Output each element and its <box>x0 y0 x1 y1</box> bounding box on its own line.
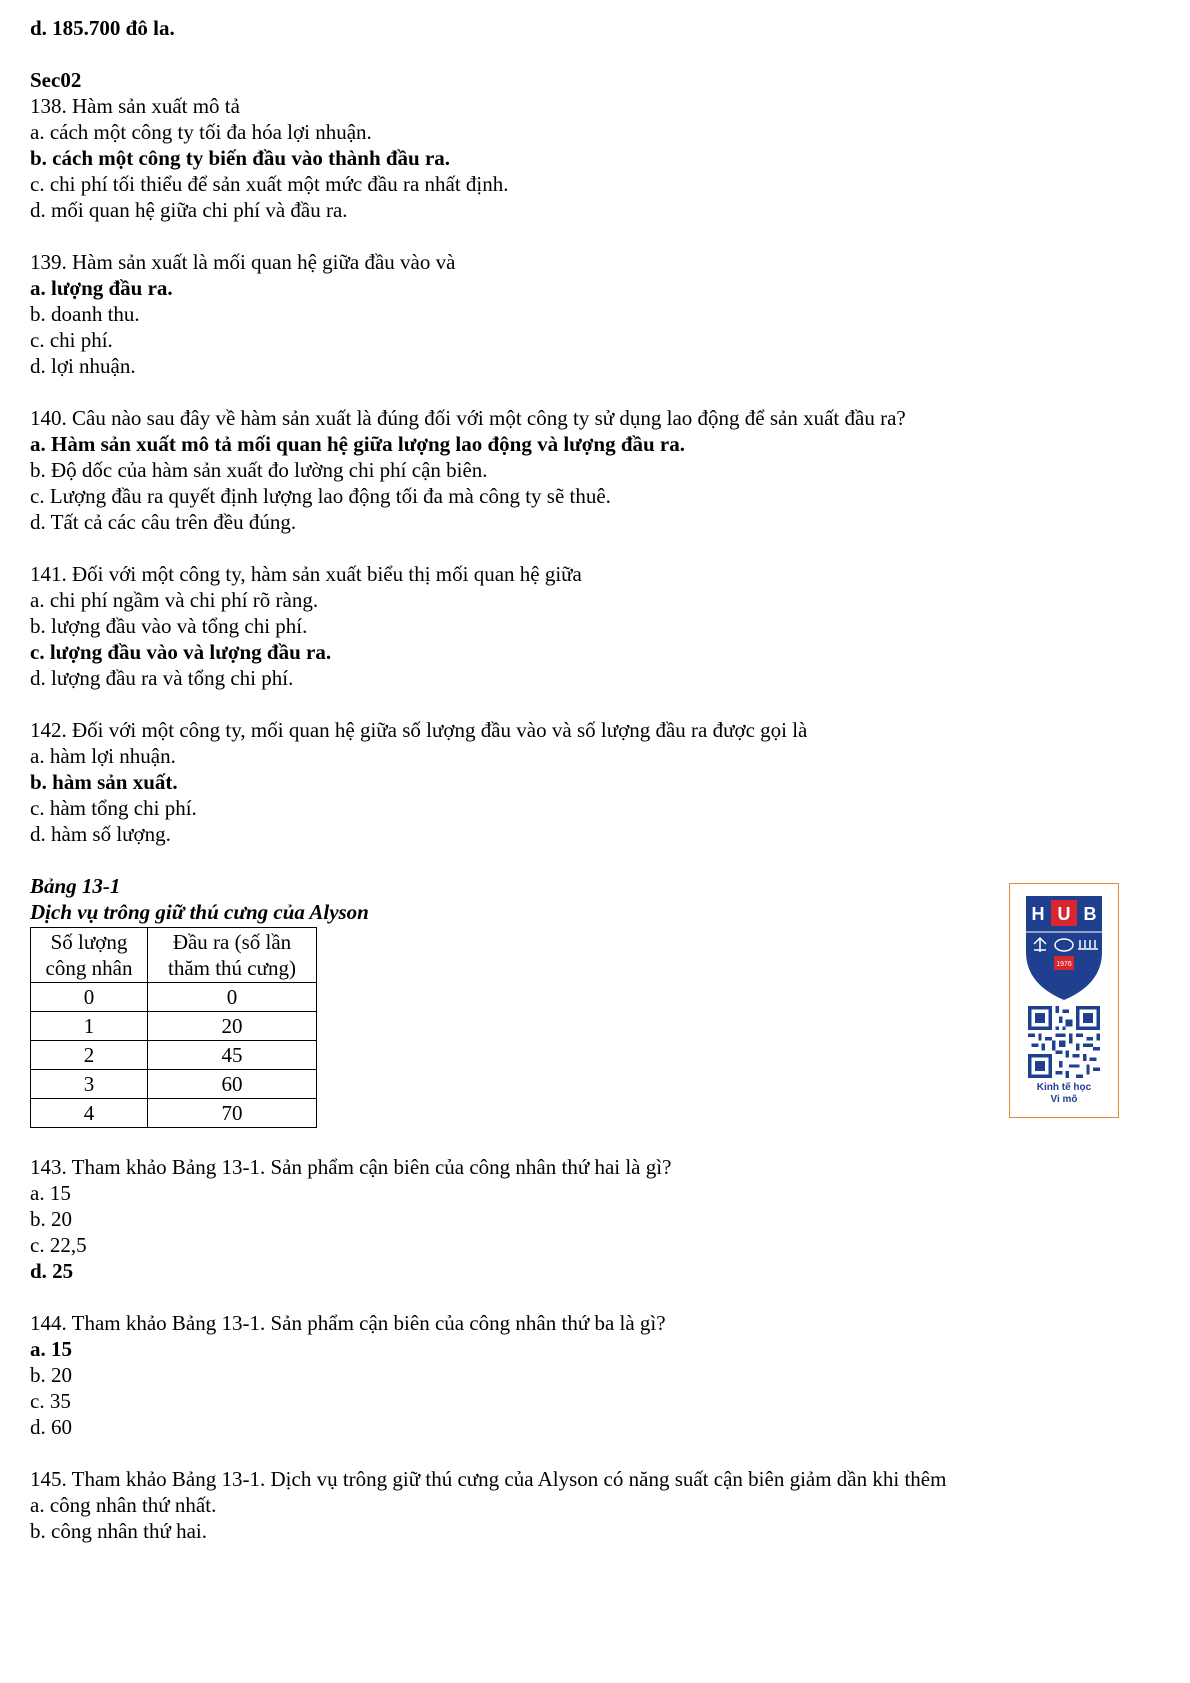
option-d: d. lợi nhuận. <box>30 354 136 378</box>
table-row <box>31 1041 317 1070</box>
option-c: c. 35 <box>30 1389 71 1413</box>
option-b: b. Độ dốc của hàm sản xuất đo lường chi phí cận biên. <box>30 458 488 482</box>
question-142 <box>30 717 1150 847</box>
production-table <box>30 927 317 1128</box>
table-row <box>31 983 317 1012</box>
cell-output: 0 <box>148 983 317 1012</box>
question-text: 144. Tham khảo Bảng 13-1. Sản phẩm cận biên của công nhân thứ ba là gì? <box>30 1311 666 1335</box>
qr-code <box>1028 1006 1100 1078</box>
option-d: d. Tất cả các câu trên đều đúng. <box>30 510 297 534</box>
table-title: Bảng 13-1 <box>30 874 121 898</box>
option-b: b. công nhân thứ hai. <box>30 1519 208 1543</box>
logo-year: 1976 <box>1056 961 1072 968</box>
cell-output: 45 <box>148 1041 317 1070</box>
option-c-correct: c. lượng đầu vào và lượng đầu ra. <box>30 640 332 664</box>
cell-output: 20 <box>148 1012 317 1041</box>
option-b: b. 20 <box>30 1363 72 1387</box>
question-138 <box>30 93 1150 223</box>
option-a: a. chi phí ngầm và chi phí rõ ràng. <box>30 588 319 612</box>
option-a-correct: a. lượng đầu ra. <box>30 276 173 300</box>
question-140 <box>30 405 1150 535</box>
question-text: 142. Đối với một công ty, mối quan hệ giữa số lượng đầu vào và số lượng đầu ra được gọi là <box>30 718 808 742</box>
previous-answer: d. 185.700 đô la. <box>30 16 175 40</box>
option-c: c. Lượng đầu ra quyết định lượng lao động tối đa mà công ty sẽ thuê. <box>30 484 611 508</box>
option-c: c. 22,5 <box>30 1233 87 1257</box>
option-d-correct: d. 25 <box>30 1259 74 1283</box>
question-141 <box>30 561 1150 691</box>
logo-letter-u: U <box>1057 904 1071 924</box>
logo-caption-line2: Vi mô <box>1050 1094 1078 1105</box>
option-b: b. 20 <box>30 1207 72 1231</box>
question-139 <box>30 249 1150 379</box>
table-subtitle: Dịch vụ trông giữ thú cưng của Alyson <box>30 900 369 924</box>
question-145 <box>30 1466 1150 1544</box>
option-c: c. chi phí tối thiểu để sản xuất một mức đầu ra nhất định. <box>30 172 509 196</box>
cell-workers: 2 <box>31 1041 148 1070</box>
option-a-correct: a. 15 <box>30 1337 72 1361</box>
logo-letter-b: B <box>1083 904 1097 924</box>
table-row <box>31 1099 317 1128</box>
option-c: c. chi phí. <box>30 328 113 352</box>
option-a: a. 15 <box>30 1181 71 1205</box>
hub-logo-card <box>1009 883 1119 1118</box>
table-row <box>31 1070 317 1099</box>
cell-workers: 0 <box>31 983 148 1012</box>
question-text: 143. Tham khảo Bảng 13-1. Sản phẩm cận biên của công nhân thứ hai là gì? <box>30 1155 672 1179</box>
document-page <box>30 15 1150 1544</box>
cell-output: 70 <box>148 1099 317 1128</box>
option-b-correct: b. hàm sản xuất. <box>30 770 178 794</box>
option-d: d. 60 <box>30 1415 72 1439</box>
cell-workers: 1 <box>31 1012 148 1041</box>
option-d: d. lượng đầu ra và tổng chi phí. <box>30 666 294 690</box>
hub-shield-logo <box>1024 892 1104 1002</box>
option-a: a. cách một công ty tối đa hóa lợi nhuận. <box>30 120 372 144</box>
option-a: a. hàm lợi nhuận. <box>30 744 176 768</box>
table-header-row <box>31 928 317 983</box>
option-d: d. mối quan hệ giữa chi phí và đầu ra. <box>30 198 348 222</box>
option-a: a. công nhân thứ nhất. <box>30 1493 217 1517</box>
logo-caption-line1: Kinh tế học <box>1036 1082 1092 1093</box>
question-144 <box>30 1310 1150 1440</box>
option-d: d. hàm số lượng. <box>30 822 171 846</box>
question-text: 138. Hàm sản xuất mô tả <box>30 94 240 118</box>
logo-caption <box>1010 1082 1118 1106</box>
cell-workers: 4 <box>31 1099 148 1128</box>
option-b: b. lượng đầu vào và tổng chi phí. <box>30 614 308 638</box>
question-text: 140. Câu nào sau đây về hàm sản xuất là đúng đối với một công ty sử dụng lao động để sản xuất đầu ra? <box>30 406 906 430</box>
option-b-correct: b. cách một công ty biến đầu vào thành đầu ra. <box>30 146 451 170</box>
header-workers: Số lượng công nhân <box>31 928 148 983</box>
question-text: 139. Hàm sản xuất là mối quan hệ giữa đầu vào và <box>30 250 456 274</box>
option-a-correct: a. Hàm sản xuất mô tả mối quan hệ giữa lượng lao động và lượng đầu ra. <box>30 432 685 456</box>
question-text: 145. Tham khảo Bảng 13-1. Dịch vụ trông giữ thú cưng của Alyson có năng suất cận biên giảm dần khi thêm <box>30 1467 947 1491</box>
option-b: b. doanh thu. <box>30 302 140 326</box>
header-output: Đầu ra (số lần thăm thú cưng) <box>148 928 317 983</box>
table-row <box>31 1012 317 1041</box>
cell-output: 60 <box>148 1070 317 1099</box>
cell-workers: 3 <box>31 1070 148 1099</box>
question-143 <box>30 1154 1150 1284</box>
option-c: c. hàm tổng chi phí. <box>30 796 197 820</box>
section-heading: Sec02 <box>30 68 82 92</box>
logo-letter-h: H <box>1031 904 1045 924</box>
question-text: 141. Đối với một công ty, hàm sản xuất biểu thị mối quan hệ giữa <box>30 562 582 586</box>
